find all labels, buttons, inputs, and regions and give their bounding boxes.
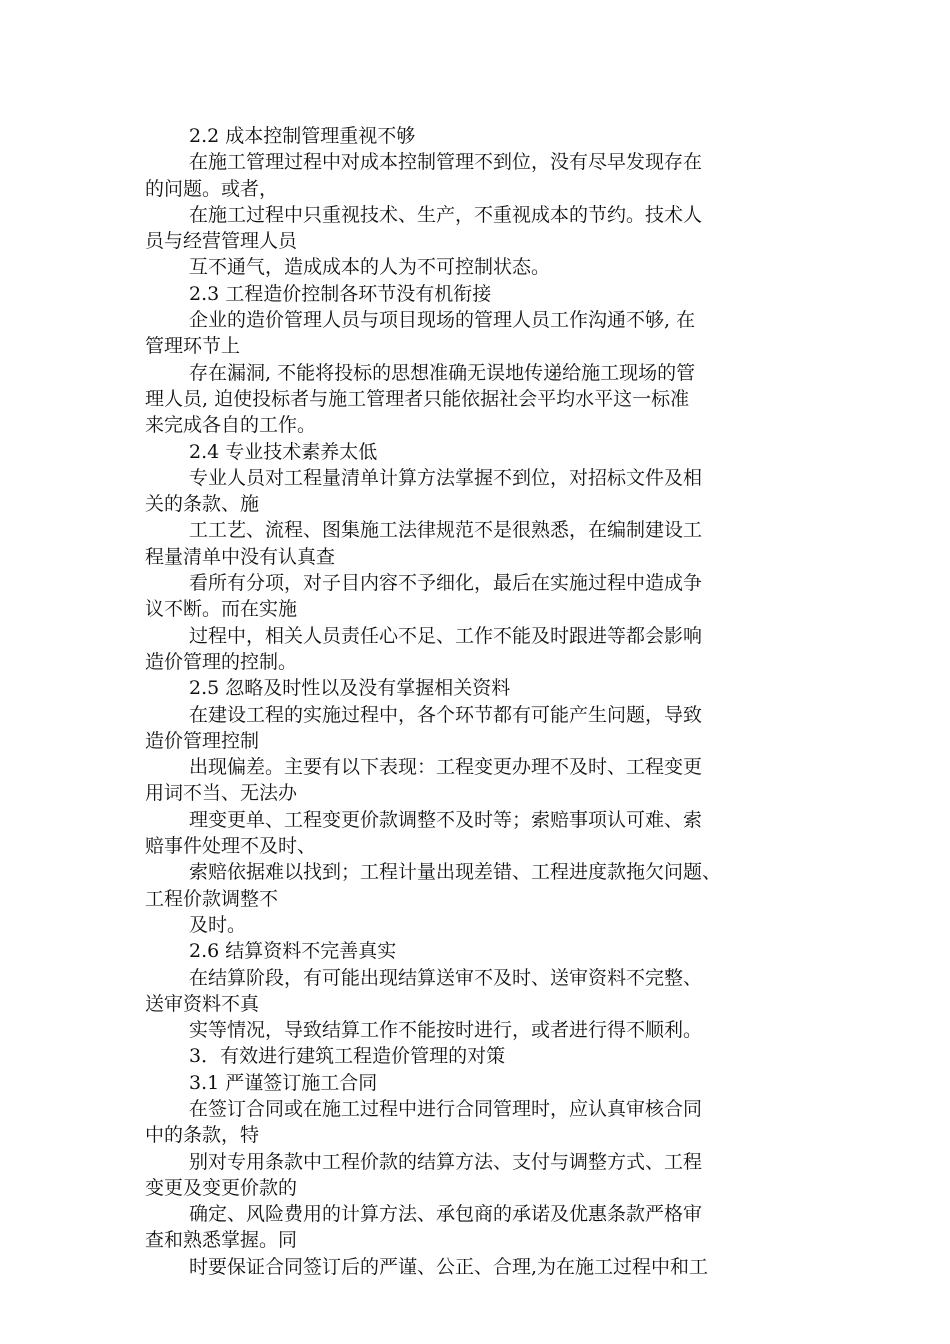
text-line: 时要保证合同签订后的严谨、公正、合理,为在施工过程中和工 <box>189 1255 709 1278</box>
section-heading-3: 3．有效进行建筑工程造价管理的对策 <box>189 1045 506 1068</box>
text-line: 企业的造价管理人员与项目现场的管理人员工作沟通不够, 在 <box>189 309 696 332</box>
section-heading-2-6: 2.6 结算资料不完善真实 <box>189 940 397 963</box>
text-line: 专业人员对工程量清单计算方法掌握不到位，对招标文件及相 <box>189 466 703 489</box>
text-line: 送审资料不真 <box>145 992 260 1015</box>
text-line: 变更及变更价款的 <box>145 1176 298 1199</box>
text-line: 查和熟悉掌握。同 <box>145 1229 298 1252</box>
text-line: 议不断。而在实施 <box>145 598 298 621</box>
text-line: 程量清单中没有认真查 <box>145 545 336 568</box>
text-line: 在结算阶段，有可能出现结算送审不及时、送审资料不完整、 <box>189 966 703 989</box>
section-heading-2-5: 2.5 忽略及时性以及没有掌握相关资料 <box>189 677 511 700</box>
text-line: 在施工管理过程中对成本控制管理不到位，没有尽早发现存在 <box>189 151 703 174</box>
section-heading-3-1: 3.1 严谨签订施工合同 <box>189 1071 378 1094</box>
text-line: 看所有分项，对子目内容不予细化，最后在实施过程中造成争 <box>189 572 703 595</box>
text-line: 存在漏洞, 不能将投标的思想准确无误地传递给施工现场的管 <box>189 361 696 384</box>
text-line: 在施工过程中只重视技术、生产，不重视成本的节约。技术人 <box>189 203 703 226</box>
text-line: 理变更单、工程变更价款调整不及时等；索赔事项认可难、索 <box>189 808 703 831</box>
text-line: 的问题。或者， <box>145 177 279 200</box>
section-heading-2-2: 2.2 成本控制管理重视不够 <box>189 125 416 147</box>
text-line: 在建设工程的实施过程中，各个环节都有可能产生问题，导致 <box>189 703 703 726</box>
text-line: 出现偏差。主要有以下表现：工程变更办理不及时、工程变更 <box>189 756 703 779</box>
text-line: 在签订合同或在施工过程中进行合同管理时，应认真审核合同 <box>189 1097 703 1120</box>
text-line: 及时。 <box>189 913 247 936</box>
text-line: 工工艺、流程、图集施工法律规范不是很熟悉，在编制建设工 <box>189 519 703 542</box>
text-line: 关的条款、施 <box>145 493 260 516</box>
text-line: 赔事件处理不及时、 <box>145 835 317 858</box>
section-heading-2-4: 2.4 专业技术素养太低 <box>189 440 378 463</box>
text-line: 造价管理的控制。 <box>145 650 298 673</box>
text-line: 来完成各自的工作。 <box>145 414 317 437</box>
section-heading-2-3: 2.3 工程造价控制各环节没有机衔接 <box>189 282 492 305</box>
text-line: 实等情况，导致结算工作不能按时进行，或者进行得不顺利。 <box>189 1019 703 1042</box>
text-line: 互不通气，造成成本的人为不可控制状态。 <box>189 256 551 279</box>
text-line: 管理环节上 <box>145 335 241 358</box>
text-line: 别对专用条款中工程价款的结算方法、支付与调整方式、工程 <box>189 1150 703 1173</box>
document-body <box>145 123 805 1280</box>
text-line: 员与经营管理人员 <box>145 230 298 253</box>
text-line: 造价管理控制 <box>145 729 260 752</box>
text-line: 工程价款调整不 <box>145 887 279 910</box>
text-line: 理人员, 迫使投标者与施工管理者只能依据社会平均水平这一标准 <box>145 387 690 410</box>
text-line: 索赔依据难以找到；工程计量出现差错、工程进度款拖欠问题、 <box>189 861 722 884</box>
text-line: 确定、风险费用的计算方法、承包商的承诺及优惠条款严格审 <box>189 1203 703 1226</box>
text-line: 过程中，相关人员责任心不足、工作不能及时跟进等都会影响 <box>189 624 703 647</box>
text-line: 用词不当、无法办 <box>145 782 298 805</box>
text-line: 中的条款，特 <box>145 1124 260 1147</box>
